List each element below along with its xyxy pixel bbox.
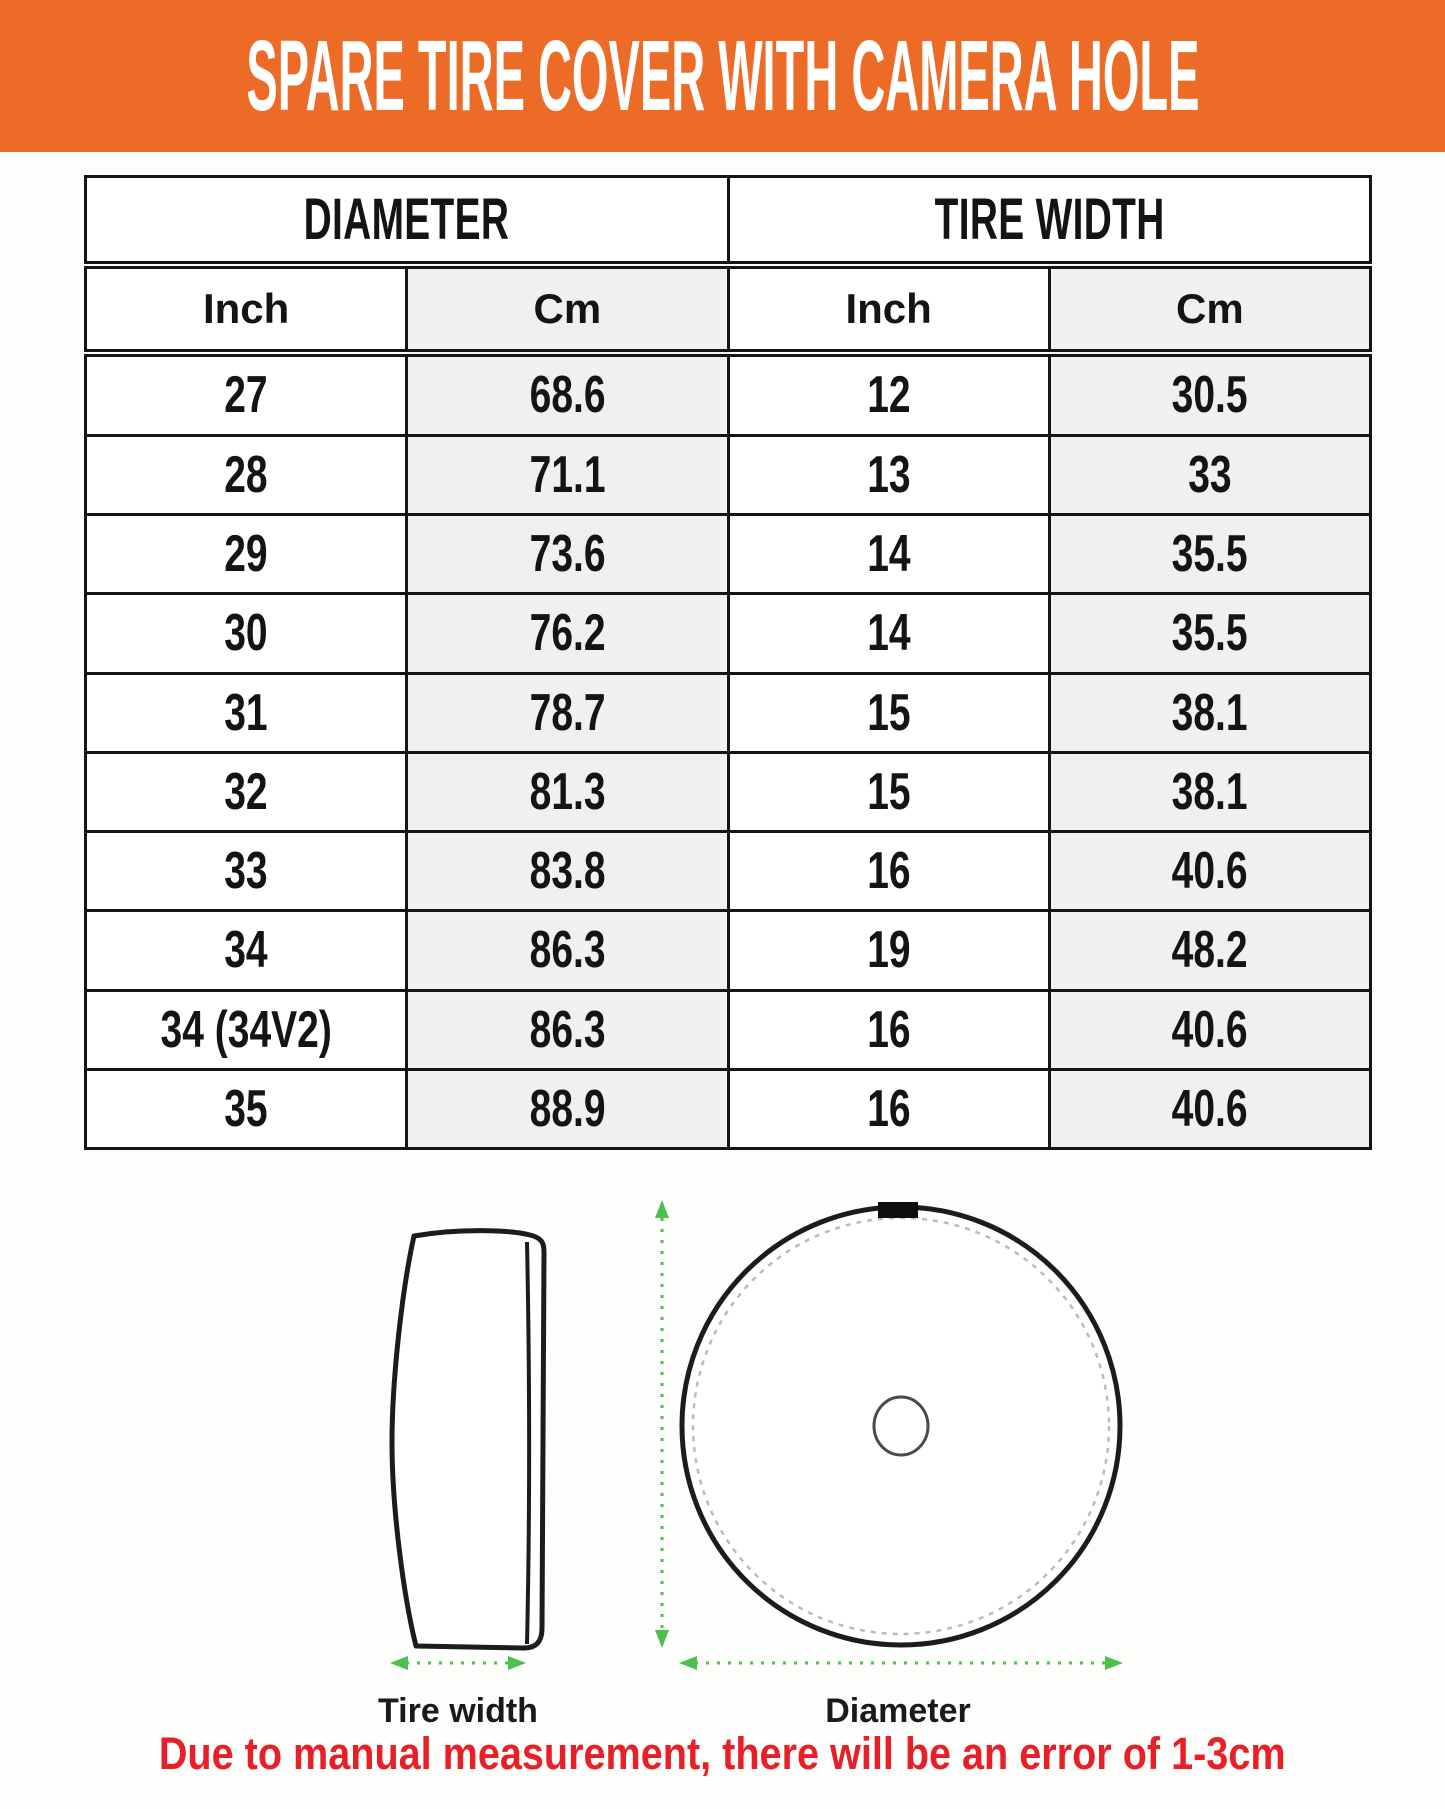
table-cell: 34 xyxy=(86,911,407,990)
table-cell: 15 xyxy=(728,752,1049,831)
table-cell: 31 xyxy=(86,673,407,752)
table-row xyxy=(86,673,1371,752)
table-cell: 12 xyxy=(728,353,1049,435)
page-title: SPARE TIRE COVER WITH CAMERA HOLE xyxy=(245,20,1200,132)
table-cell: 38.1 xyxy=(1049,673,1370,752)
table-cell: 29 xyxy=(86,515,407,594)
table-cell: 78.7 xyxy=(407,673,728,752)
header-banner xyxy=(0,0,1445,152)
diameter-arrow xyxy=(679,1656,1123,1670)
vertical-dimension-arrow xyxy=(655,1200,669,1648)
table-row xyxy=(86,515,1371,594)
diameter-cm-header: Cm xyxy=(407,265,728,353)
table-cell: 14 xyxy=(728,515,1049,594)
table-cell: 86.3 xyxy=(407,911,728,990)
table-row xyxy=(86,353,1371,435)
table-row xyxy=(86,1069,1371,1148)
diameter-inch-header: Inch xyxy=(86,265,407,353)
table-row xyxy=(86,594,1371,673)
table-cell: 35.5 xyxy=(1049,594,1370,673)
tire-width-label: Tire width xyxy=(378,1692,538,1730)
table-cell: 40.6 xyxy=(1049,1069,1370,1148)
table-cell: 83.8 xyxy=(407,832,728,911)
tire-width-arrow xyxy=(390,1656,526,1670)
width-cm-header: Cm xyxy=(1049,265,1370,353)
table-cell: 33 xyxy=(86,832,407,911)
table-row xyxy=(86,435,1371,514)
group-header-row xyxy=(86,177,1371,266)
table-cell: 32 xyxy=(86,752,407,831)
table-cell: 16 xyxy=(728,832,1049,911)
table-cell: 38.1 xyxy=(1049,752,1370,831)
tire-diagram xyxy=(330,1190,1150,1750)
table-cell: 14 xyxy=(728,594,1049,673)
table-cell: 15 xyxy=(728,673,1049,752)
table-row xyxy=(86,990,1371,1069)
table-cell: 34 (34V2) xyxy=(86,990,407,1069)
table-cell: 35.5 xyxy=(1049,515,1370,594)
size-table xyxy=(84,175,1372,1150)
table-cell: 40.6 xyxy=(1049,832,1370,911)
sub-header-row xyxy=(86,265,1371,353)
table-cell: 28 xyxy=(86,435,407,514)
table-cell: 30.5 xyxy=(1049,353,1370,435)
table-cell: 27 xyxy=(86,353,407,435)
table-cell: 76.2 xyxy=(407,594,728,673)
diameter-label: Diameter xyxy=(825,1692,971,1730)
table-cell: 68.6 xyxy=(407,353,728,435)
size-table-body xyxy=(86,353,1371,1149)
table-cell: 19 xyxy=(728,911,1049,990)
strap-mark xyxy=(878,1202,918,1218)
table-cell: 16 xyxy=(728,990,1049,1069)
measurement-note: Due to manual measurement, there will be an error of 1-3cm xyxy=(159,1728,1286,1779)
table-row xyxy=(86,752,1371,831)
table-row xyxy=(86,832,1371,911)
table-cell: 30 xyxy=(86,594,407,673)
table-row xyxy=(86,911,1371,990)
table-cell: 86.3 xyxy=(407,990,728,1069)
table-cell: 73.6 xyxy=(407,515,728,594)
table-cell: 13 xyxy=(728,435,1049,514)
table-cell: 33 xyxy=(1049,435,1370,514)
table-cell: 35 xyxy=(86,1069,407,1148)
camera-hole xyxy=(874,1397,928,1455)
tire-side-view xyxy=(392,1231,544,1648)
table-cell: 40.6 xyxy=(1049,990,1370,1069)
tire-front-view xyxy=(682,1202,1120,1645)
width-inch-header: Inch xyxy=(728,265,1049,353)
tire-width-group-header: TIRE WIDTH xyxy=(728,177,1371,266)
diameter-group-header: DIAMETER xyxy=(86,177,729,266)
table-cell: 71.1 xyxy=(407,435,728,514)
table-cell: 16 xyxy=(728,1069,1049,1148)
table-cell: 81.3 xyxy=(407,752,728,831)
table-cell: 88.9 xyxy=(407,1069,728,1148)
table-cell: 48.2 xyxy=(1049,911,1370,990)
